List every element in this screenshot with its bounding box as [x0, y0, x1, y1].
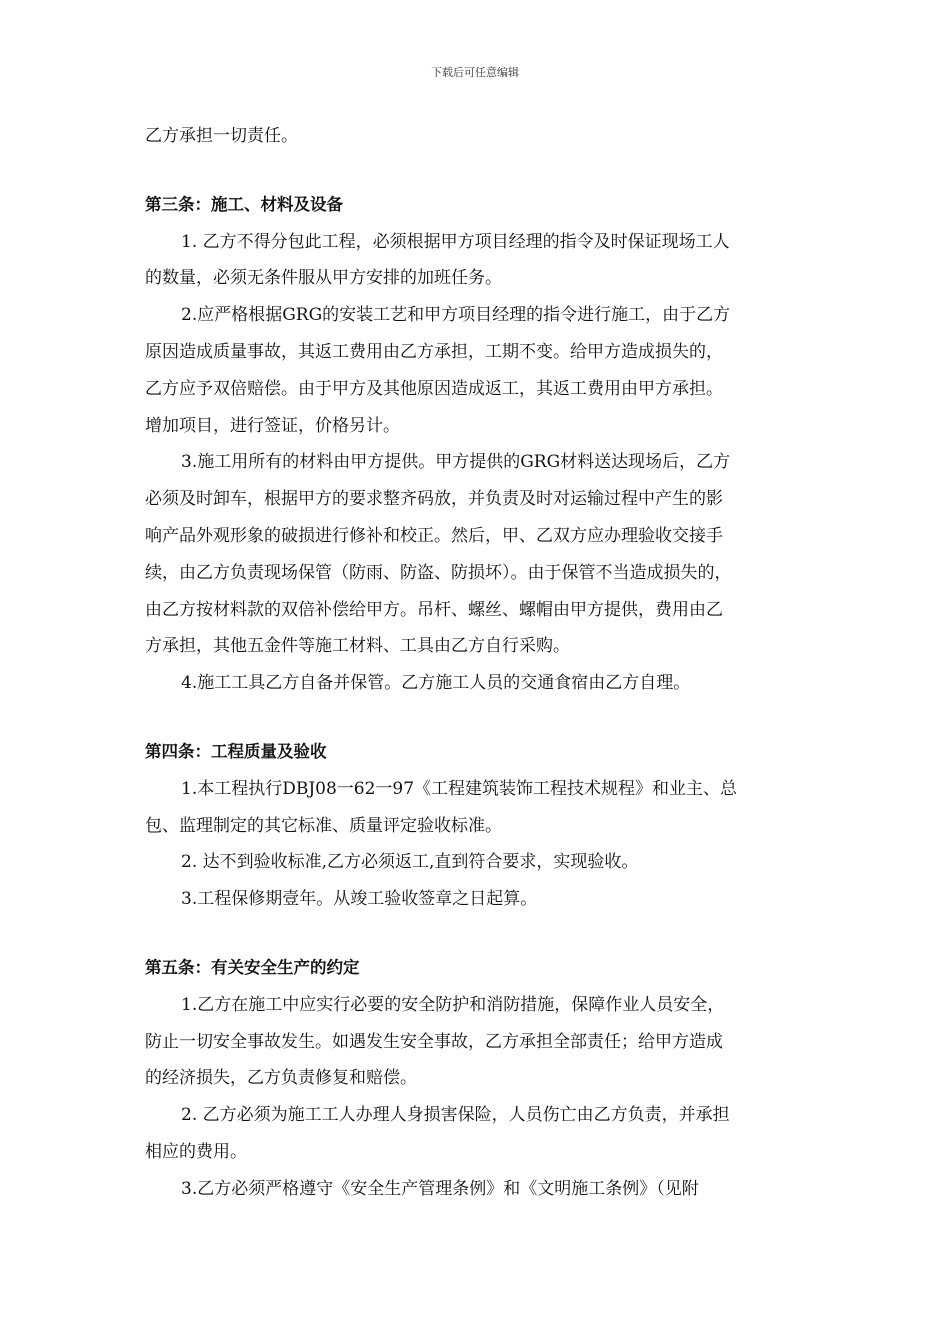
paragraph	[145, 881, 815, 918]
paragraph-line: 3.乙方必须严格遵守《安全生产管理条例》和《文明施工条例》（见附	[181, 1178, 699, 1199]
section-heading: 第三条：施工、材料及设备	[145, 194, 343, 214]
paragraph	[145, 224, 815, 298]
paragraph-line: 相应的费用。	[145, 1141, 247, 1162]
paragraph-line: 响产品外观形象的破损进行修补和校正。然后，甲、乙双方应办理验收交接手	[145, 525, 723, 546]
section-gap	[145, 702, 815, 734]
paragraph	[145, 1097, 815, 1171]
paragraph	[145, 444, 815, 665]
paragraph-line: 增加项目，进行签证，价格另计。	[145, 415, 400, 436]
paragraph-line: 乙方应予双倍赔偿。由于甲方及其他原因造成返工，其返工费用由甲方承担。	[145, 378, 723, 399]
paragraph-line: 续，由乙方负责现场保管（防雨、防盗、防损坏）。由于保管不当造成损失的，	[145, 562, 732, 583]
paragraph-line: 由乙方按材料款的双倍补偿给甲方。吊杆、螺丝、螺帽由甲方提供，费用由乙	[145, 599, 723, 620]
document-body	[145, 118, 815, 1208]
paragraph-line: 防止一切安全事故发生。如遇发生安全事故，乙方承担全部责任；给甲方造成	[145, 1031, 723, 1052]
paragraph-line: 3.施工用所有的材料由甲方提供。甲方提供的GRG材料送达现场后，乙方	[181, 452, 731, 473]
paragraph-line: 1.本工程执行DBJ08一62一97《工程建筑装饰工程技术规程》和业主、总	[181, 778, 738, 799]
paragraph	[145, 118, 815, 155]
paragraph-line: 2. 达不到验收标准,乙方必须返工,直到符合要求，实现验收。	[181, 852, 639, 873]
paragraph-line: 的经济损失，乙方负责修复和赔偿。	[145, 1068, 417, 1089]
paragraph-line: 必须及时卸车，根据甲方的要求整齐码放，并负责及时对运输过程中产生的影	[145, 489, 723, 510]
page-header: 下载后可任意编辑	[431, 66, 519, 79]
paragraph	[145, 665, 815, 702]
paragraph-line: 1.乙方在施工中应实行必要的安全防护和消防措施，保障作业人员安全，	[181, 994, 725, 1015]
paragraph	[145, 1171, 815, 1208]
section-gap	[145, 918, 815, 950]
section-gap	[145, 155, 815, 187]
paragraph-line: 方承担，其他五金件等施工材料、工具由乙方自行采购。	[145, 636, 570, 657]
paragraph-line: 的数量，必须无条件服从甲方安排的加班任务。	[145, 268, 502, 289]
paragraph-line: 2. 乙方必须为施工工人办理人身损害保险，人员伤亡由乙方负责，并承担	[181, 1105, 730, 1126]
section-heading: 第五条：有关安全生产的约定	[145, 957, 360, 977]
paragraph-line: 1. 乙方不得分包此工程，必须根据甲方项目经理的指令及时保证现场工人	[181, 231, 730, 252]
paragraph	[145, 844, 815, 881]
paragraph-line: 2.应严格根据GRG的安装工艺和甲方项目经理的指令进行施工，由于乙方	[181, 305, 731, 326]
paragraph-line: 包、监理制定的其它标准、质量评定验收标准。	[145, 815, 502, 836]
paragraph	[145, 987, 815, 1097]
paragraph-line: 原因造成质量事故，其返工费用由乙方承担，工期不变。给甲方造成损失的，	[145, 341, 723, 362]
paragraph	[145, 297, 815, 444]
paragraph-line: 乙方承担一切责任。	[145, 126, 298, 146]
paragraph-line: 4.施工工具乙方自备并保管。乙方施工人员的交通食宿由乙方自理。	[181, 673, 691, 694]
section-heading: 第四条：工程质量及验收	[145, 741, 327, 761]
paragraph-line: 3.工程保修期壹年。从竣工验收签章之日起算。	[181, 889, 538, 910]
paragraph	[145, 771, 815, 845]
